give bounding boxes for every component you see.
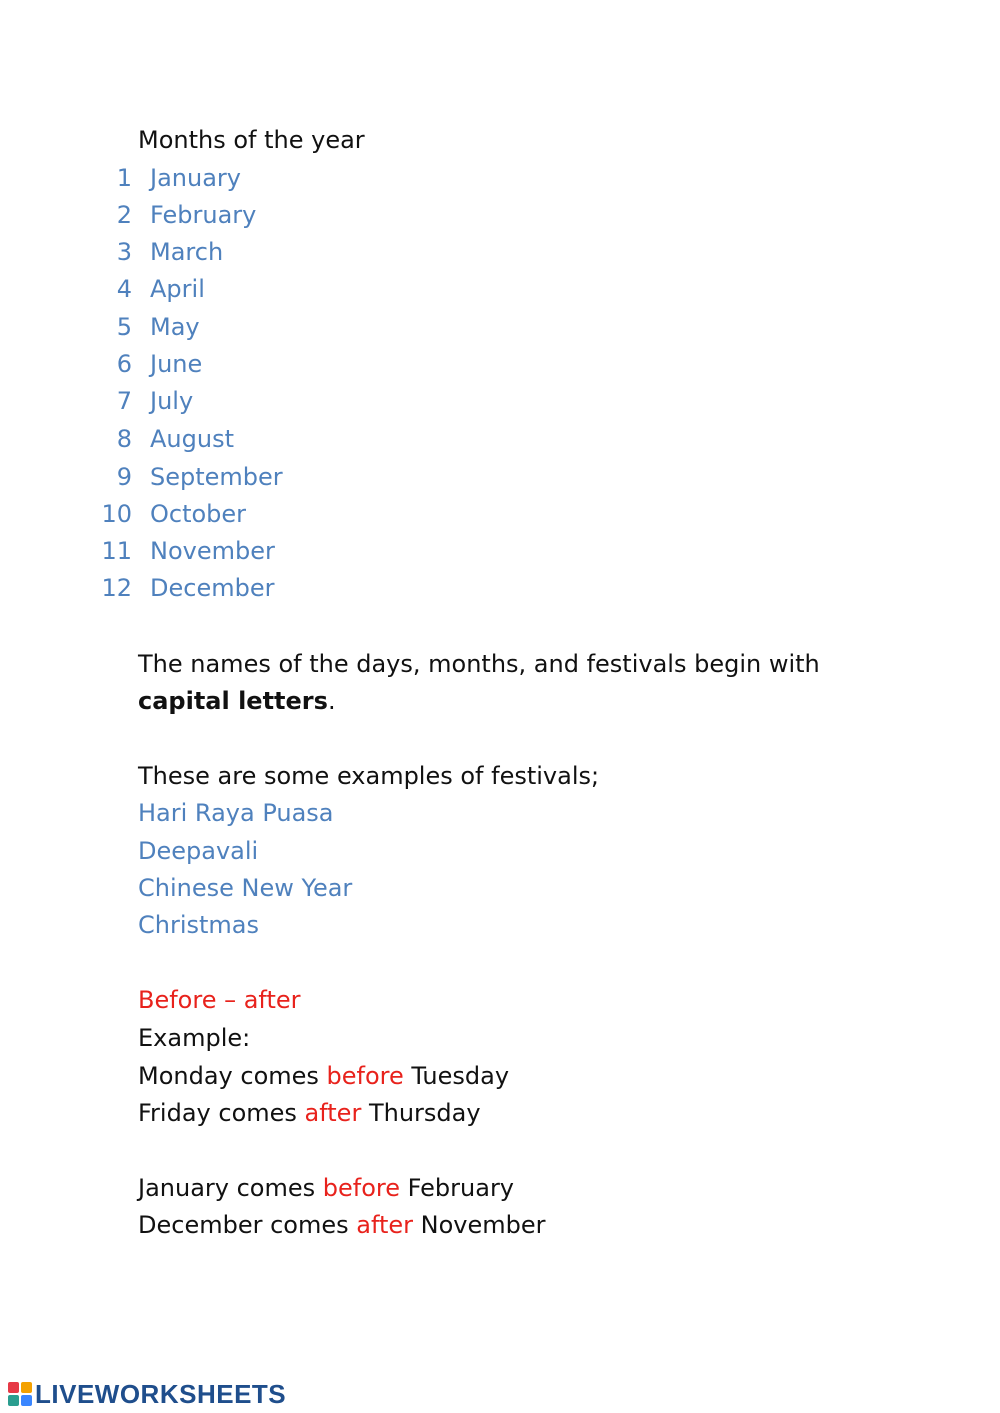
sentence-start: Friday comes [138,1099,305,1127]
month-name: August [150,425,234,453]
month-item [100,349,202,379]
sentence-end: February [400,1174,515,1202]
month-item [100,536,275,566]
festival-item: Christmas [138,911,260,939]
example-sentence [138,1098,481,1128]
example-sentence [138,1173,514,1203]
keyword-before: before [326,1062,404,1090]
logo-block [8,1382,19,1393]
logo-blocks-icon [8,1382,32,1406]
keyword-before: before [322,1174,401,1202]
festivals-intro: These are some examples of festivals; [138,762,600,790]
month-number: 3 [116,238,132,266]
month-number: 4 [116,275,132,303]
example-sentence [138,1210,546,1240]
month-name: March [150,238,224,266]
sentence-end: November [413,1211,546,1239]
rule-text-line2 [138,686,336,716]
month-name: November [150,537,275,565]
month-number: 2 [116,201,132,229]
sentence-start: January comes [138,1174,323,1202]
month-number: 10 [101,500,132,528]
month-item [100,312,200,342]
month-item [100,424,234,454]
logo-block [21,1382,32,1393]
page-title: Months of the year [138,126,365,154]
logo-block [8,1395,19,1406]
liveworksheets-logo [8,1378,287,1409]
month-number: 5 [116,313,132,341]
month-name: April [150,275,205,303]
month-number: 11 [101,537,132,565]
month-number: 12 [101,574,132,602]
festival-item: Chinese New Year [138,874,353,902]
month-item [100,163,241,193]
keyword-after: after [304,1099,362,1127]
rule-emphasis: capital letters [138,687,328,715]
month-name: September [150,463,283,491]
month-name: January [150,164,241,192]
rule-text-line1: The names of the days, months, and festivals begin with [138,650,820,678]
month-name: February [150,201,257,229]
sentence-start: Monday comes [138,1062,327,1090]
month-name: May [150,313,200,341]
month-item [100,462,283,492]
festival-item: Hari Raya Puasa [138,799,334,827]
keyword-after: after [356,1211,414,1239]
month-number: 9 [116,463,132,491]
sentence-end: Tuesday [403,1062,510,1090]
before-after-heading: Before – after [138,986,301,1014]
month-number: 8 [116,425,132,453]
sentence-end: Thursday [361,1099,481,1127]
logo-block [21,1395,32,1406]
month-name: October [150,500,247,528]
month-item [100,200,256,230]
month-number: 6 [116,350,132,378]
example-label: Example: [138,1024,251,1052]
month-item [100,573,274,603]
month-item [100,499,246,529]
month-name: June [150,350,203,378]
month-item [100,237,223,267]
example-sentence [138,1061,509,1091]
month-name: December [150,574,275,602]
sentence-start: December comes [138,1211,357,1239]
month-item [100,386,193,416]
month-number: 1 [116,164,132,192]
month-number: 7 [116,387,132,415]
logo-text: LIVEWORKSHEETS [35,1378,287,1409]
rule-end: . [327,687,336,715]
month-name: July [150,387,194,415]
month-item [100,274,205,304]
festival-item: Deepavali [138,837,259,865]
